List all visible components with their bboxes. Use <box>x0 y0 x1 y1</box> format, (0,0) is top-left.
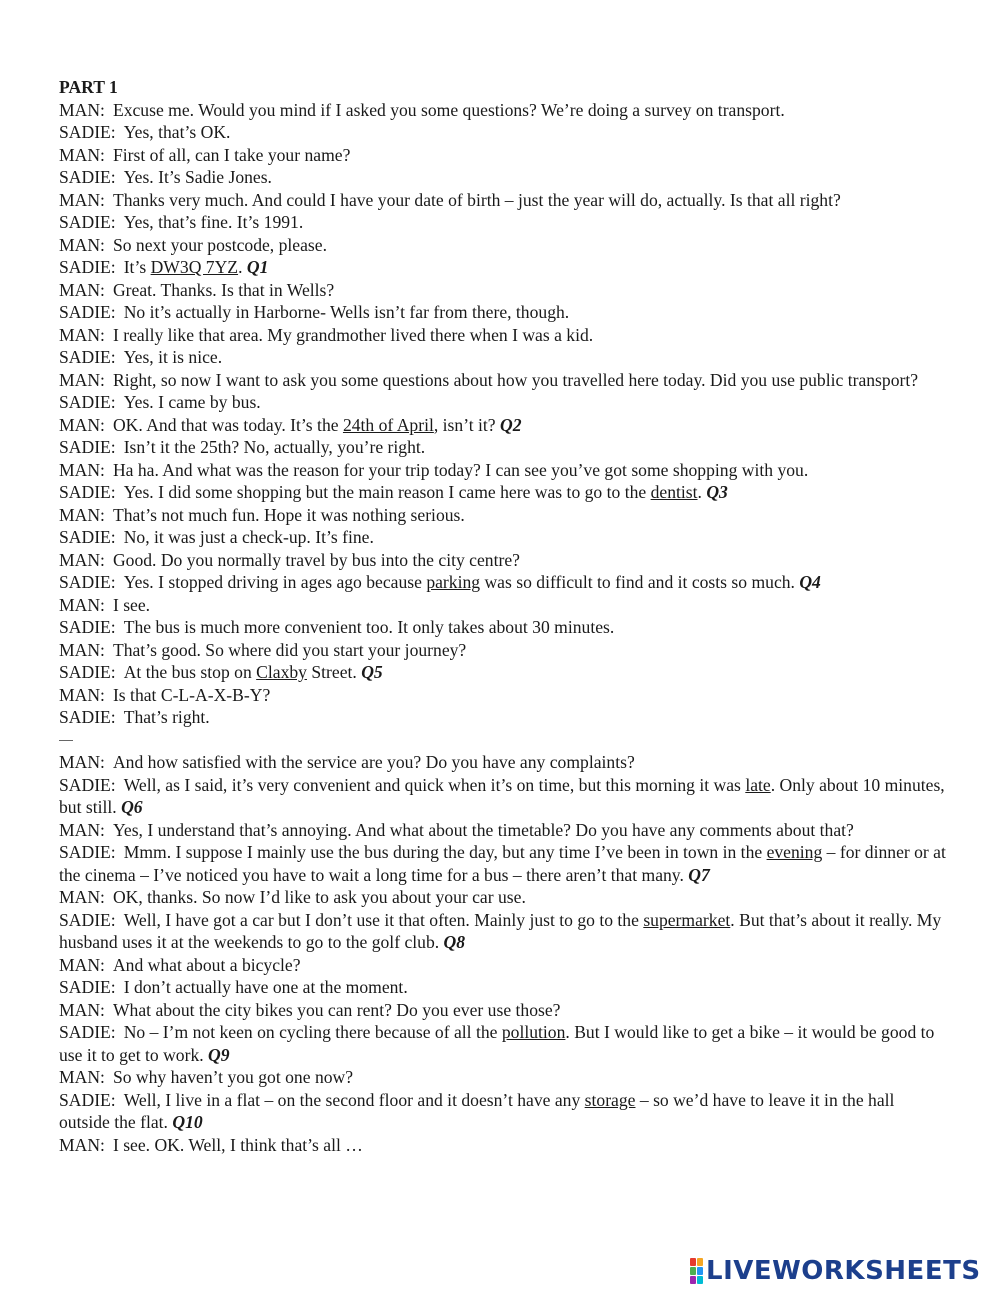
question-marker: Q8 <box>443 932 466 952</box>
dialogue-text: Thanks very much. And could I have your date of birth – just the year will do, actually. Is that all right? <box>112 189 841 210</box>
dialogue-line <box>59 369 949 392</box>
speaker-label: MAN: <box>59 144 105 165</box>
dialogue-line <box>59 279 949 302</box>
dialogue-text: Isn’t it the 25th? No, actually, you’re right. <box>123 437 426 457</box>
question-marker: Q7 <box>688 864 710 885</box>
answer-keyword: supermarket <box>643 909 731 930</box>
dialogue-text: Well, I live in a flat – on the second floor and it doesn’t have any <box>123 1089 585 1110</box>
dialogue-line <box>59 954 949 977</box>
section-divider <box>59 729 949 752</box>
speaker-label: MAN: <box>59 954 105 975</box>
answer-keyword: parking <box>426 572 481 592</box>
dialogue-text: – so we’d have to leave it in the hall outside the flat. <box>59 1089 895 1132</box>
speaker-label: SADIE: <box>59 707 116 727</box>
dialogue-line <box>59 819 949 842</box>
speaker-label: MAN: <box>59 189 105 210</box>
dialogue-text: , isn’t it? <box>433 414 500 435</box>
speaker-label: MAN: <box>59 459 105 480</box>
dialogue-text: Yes. I came by bus. <box>123 392 261 412</box>
logo-tile <box>697 1258 703 1266</box>
dialogue-line <box>59 166 949 189</box>
dialogue-line <box>59 616 949 639</box>
logo-tile <box>690 1258 696 1266</box>
dialogue-text: What about the city bikes you can rent? Do you ever use those? <box>112 999 561 1020</box>
speaker-label: MAN: <box>59 684 105 705</box>
dialogue-line <box>59 1021 949 1066</box>
dialogue-text: . Only about 10 minutes, but still. <box>59 774 945 817</box>
dialogue-line <box>59 1089 949 1134</box>
dialogue-line <box>59 1134 949 1157</box>
dialogue-line <box>59 594 949 617</box>
speaker-label: SADIE: <box>59 257 116 277</box>
speaker-label: MAN: <box>59 279 105 300</box>
dialogue-line <box>59 909 949 954</box>
dialogue-text: So next your postcode, please. <box>112 234 327 255</box>
speaker-label: SADIE: <box>59 842 116 862</box>
dialogue-text: OK. And that was today. It’s the <box>112 414 343 435</box>
question-marker: Q3 <box>706 482 728 502</box>
dialogue-text: Yes. I stopped driving in ages ago because <box>123 572 427 592</box>
dialogue-line <box>59 234 949 257</box>
dialogue-text: The bus is much more convenient too. It only takes about 30 minutes. <box>123 617 615 637</box>
dialogue-text: First of all, can I take your name? <box>112 144 351 165</box>
dialogue-line <box>59 121 949 144</box>
dialogue-text: I see. <box>112 594 151 615</box>
dialogue-text: And what about a bicycle? <box>112 954 301 975</box>
dialogue-text: And how satisfied with the service are you? Do you have any complaints? <box>112 752 635 772</box>
dialogue-line <box>59 526 949 549</box>
dialogue-text: Yes. I did some shopping but the main reason I came here was to go to the <box>123 482 651 502</box>
dialogue-text: was so difficult to find and it costs so much. <box>480 572 800 592</box>
answer-keyword: evening <box>766 842 823 862</box>
part-heading: PART 1 <box>59 77 118 97</box>
speaker-label: SADIE: <box>59 617 116 637</box>
speaker-label: MAN: <box>59 1134 105 1155</box>
speaker-label: SADIE: <box>59 1089 116 1110</box>
dialogue-line <box>59 459 949 482</box>
dialogue-line <box>59 144 949 167</box>
speaker-label: MAN: <box>59 504 105 525</box>
dialogue-text: That’s right. <box>123 707 210 727</box>
dialogue-line <box>59 684 949 707</box>
speaker-label: MAN: <box>59 594 105 615</box>
transcript-document <box>59 76 949 1156</box>
dialogue-lines <box>59 99 949 1157</box>
speaker-label: MAN: <box>59 369 105 390</box>
logo-tile <box>697 1267 703 1275</box>
dialogue-line <box>59 751 949 774</box>
dialogue-line <box>59 639 949 662</box>
dialogue-line <box>59 391 949 414</box>
question-marker: Q6 <box>121 797 143 817</box>
speaker-label: MAN: <box>59 819 105 840</box>
dialogue-text: . <box>697 482 707 502</box>
dialogue-text: Well, I have got a car but I don’t use it that often. Mainly just to go to the <box>123 909 644 930</box>
logo-tile <box>697 1276 703 1284</box>
speaker-label: MAN: <box>59 324 105 345</box>
speaker-label: MAN: <box>59 639 105 660</box>
dialogue-text: Yes. It’s Sadie Jones. <box>123 167 272 187</box>
speaker-label: MAN: <box>59 99 105 120</box>
speaker-label: MAN: <box>59 752 105 772</box>
dialogue-text: No – I’m not keen on cycling there because of all the <box>123 1022 502 1042</box>
speaker-label: MAN: <box>59 887 105 907</box>
logo-tile <box>690 1267 696 1275</box>
answer-keyword: DW3Q 7YZ <box>150 257 239 277</box>
speaker-label: SADIE: <box>59 977 116 997</box>
dialogue-text: OK, thanks. So now I’d like to ask you about your car use. <box>112 887 526 907</box>
question-marker: Q5 <box>361 662 383 682</box>
dialogue-text: – for dinner or at the cinema – I’ve noticed you have to wait a long time for a bus – there aren’t that many. <box>59 842 946 885</box>
dialogue-line <box>59 504 949 527</box>
dialogue-text: Good. Do you normally travel by bus into the city centre? <box>112 549 520 570</box>
dialogue-text: Yes, that’s OK. <box>123 122 231 142</box>
speaker-label: SADIE: <box>59 347 116 367</box>
dialogue-text: Yes, it is nice. <box>123 347 223 367</box>
dialogue-line <box>59 571 949 594</box>
dialogue-line <box>59 661 949 684</box>
dialogue-line <box>59 481 949 504</box>
dialogue-line <box>59 346 949 369</box>
question-marker: Q2 <box>500 414 522 435</box>
logo-tile <box>690 1276 696 1284</box>
question-marker: Q1 <box>246 257 269 277</box>
dialogue-text: No, it was just a check-up. It’s fine. <box>123 527 374 547</box>
speaker-label: SADIE: <box>59 167 116 187</box>
dialogue-line <box>59 1066 949 1089</box>
dialogue-line <box>59 324 949 347</box>
speaker-label: SADIE: <box>59 482 116 502</box>
dialogue-line <box>59 189 949 212</box>
dialogue-line <box>59 436 949 459</box>
speaker-label: SADIE: <box>59 122 116 142</box>
question-marker: Q9 <box>208 1044 230 1065</box>
dialogue-text: Great. Thanks. Is that in Wells? <box>112 279 335 300</box>
speaker-label: SADIE: <box>59 527 116 547</box>
dialogue-text: I really like that area. My grandmother lived there when I was a kid. <box>112 324 594 345</box>
dialogue-text: That’s good. So where did you start your journey? <box>112 639 467 660</box>
answer-keyword: 24th of April <box>342 414 434 435</box>
dialogue-text: . But that’s about it really. My husband uses it at the weekends to go to the golf club. <box>59 909 942 952</box>
answer-keyword: Claxby <box>256 662 307 682</box>
speaker-label: SADIE: <box>59 392 116 412</box>
dialogue-line <box>59 99 949 122</box>
dialogue-text: Well, as I said, it’s very convenient and quick when it’s on time, but this morning it was <box>123 774 746 795</box>
answer-keyword: storage <box>584 1089 636 1110</box>
answer-keyword: dentist <box>650 482 698 502</box>
dialogue-text: No it’s actually in Harborne- Wells isn’t far from there, though. <box>123 302 570 322</box>
speaker-label: MAN: <box>59 234 105 255</box>
speaker-label: SADIE: <box>59 572 116 592</box>
speaker-label: SADIE: <box>59 1022 116 1042</box>
question-marker: Q10 <box>172 1112 203 1132</box>
answer-keyword: late <box>745 774 771 795</box>
speaker-label: SADIE: <box>59 437 116 457</box>
dialogue-text: Street. <box>306 662 362 682</box>
speaker-label: SADIE: <box>59 302 116 322</box>
dialogue-text: That’s not much fun. Hope it was nothing serious. <box>112 504 465 525</box>
speaker-label: MAN: <box>59 414 105 435</box>
dialogue-line <box>59 774 949 819</box>
dialogue-line <box>59 886 949 909</box>
dialogue-text: Is that C-L-A-X-B-Y? <box>112 684 271 705</box>
dialogue-line <box>59 211 949 234</box>
dialogue-text: Right, so now I want to ask you some questions about how you travelled here today. Did you use public transport? <box>112 369 919 390</box>
speaker-label: SADIE: <box>59 212 116 232</box>
speaker-label: SADIE: <box>59 774 116 795</box>
dialogue-text: . But I would like to get a bike – it would be good to use it to get to work. <box>59 1022 935 1065</box>
speaker-label: SADIE: <box>59 662 116 682</box>
dialogue-line <box>59 841 949 886</box>
dialogue-text: Ha ha. And what was the reason for your trip today? I can see you’ve got some shopping with you. <box>112 459 809 480</box>
dialogue-line <box>59 301 949 324</box>
dialogue-line <box>59 256 949 279</box>
dialogue-line <box>59 414 949 437</box>
liveworksheets-logo-text: LIVEWORKSHEETS <box>706 1256 981 1286</box>
dialogue-text: Mmm. I suppose I mainly use the bus during the day, but any time I’ve been in town in the <box>123 842 767 862</box>
dialogue-text: Yes, I understand that’s annoying. And what about the timetable? Do you have any comments about that? <box>112 819 854 840</box>
dialogue-text: It’s <box>123 257 151 277</box>
speaker-label: MAN: <box>59 1067 105 1087</box>
dialogue-text: So why haven’t you got one now? <box>112 1067 354 1087</box>
dialogue-text: Yes, that’s fine. It’s 1991. <box>123 212 304 232</box>
dialogue-text: I see. OK. Well, I think that’s all … <box>112 1134 363 1155</box>
dialogue-line <box>59 706 949 729</box>
dialogue-text: At the bus stop on <box>123 662 257 682</box>
speaker-label: MAN: <box>59 999 105 1020</box>
dialogue-text: I don’t actually have one at the moment. <box>123 977 408 997</box>
dialogue-line <box>59 976 949 999</box>
liveworksheets-logo <box>690 1255 981 1287</box>
question-marker: Q4 <box>799 572 821 592</box>
dialogue-text: Excuse me. Would you mind if I asked you some questions? We’re doing a survey on transport. <box>112 99 785 120</box>
speaker-label: MAN: <box>59 549 105 570</box>
dialogue-text: . <box>238 257 247 277</box>
dialogue-line <box>59 999 949 1022</box>
dialogue-line <box>59 549 949 572</box>
speaker-label: SADIE: <box>59 909 116 930</box>
answer-keyword: pollution <box>501 1022 566 1042</box>
liveworksheets-logo-icon <box>690 1258 703 1284</box>
